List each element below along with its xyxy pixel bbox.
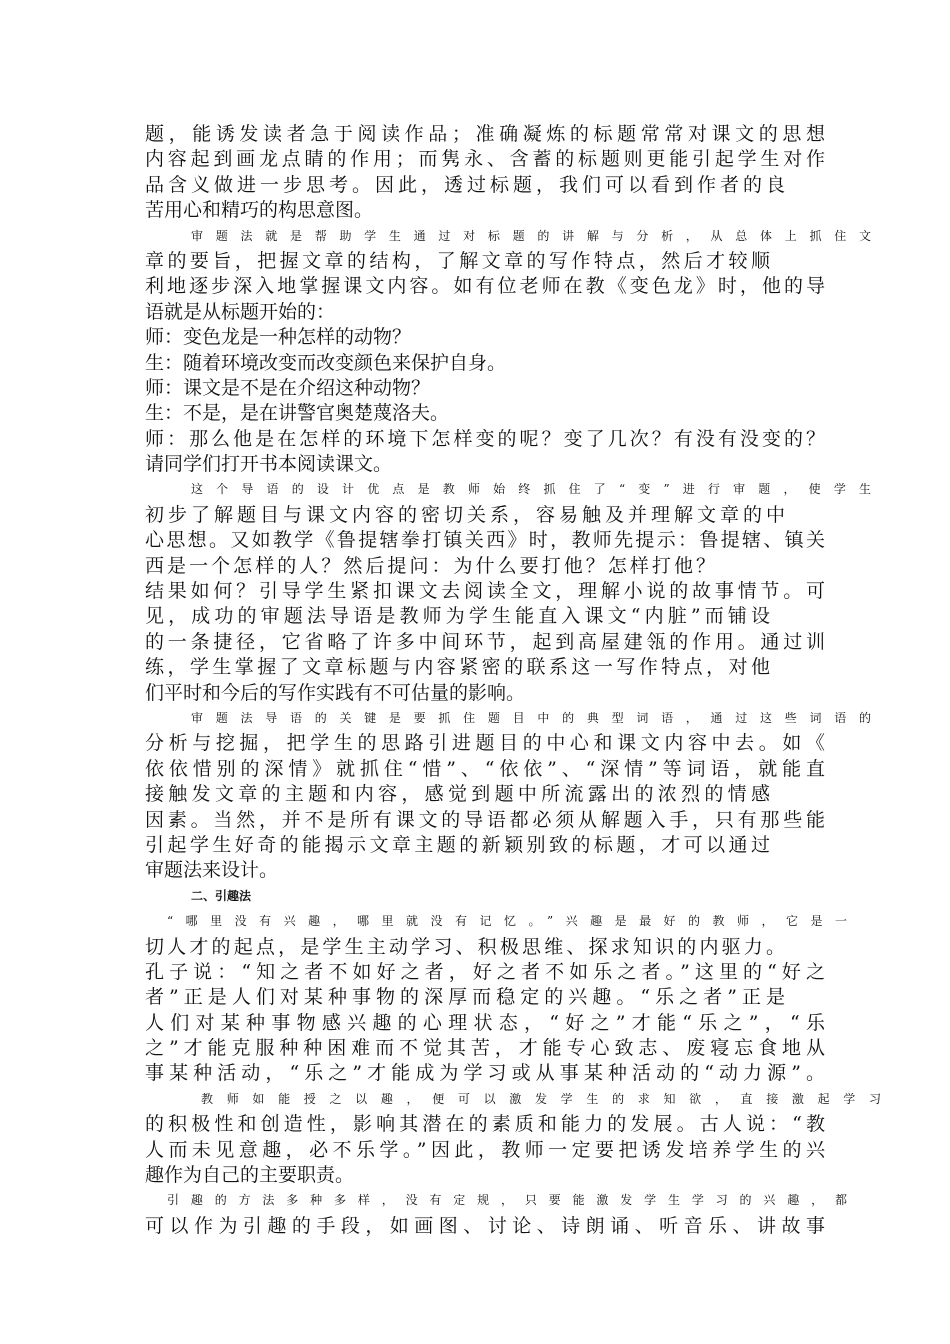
text-line: 们平时和今后的写作实践有不可估量的影响。 [145,681,526,704]
text-line: 事某种活动，“乐之”才能成为学习或从事某种活动的“动力源”。 [145,1062,825,1085]
text-line: 内容起到画龙点睛的作用；而隽永、含蓄的标题则更能引起学生对作 [145,148,825,171]
text-line: 切人才的起点，是学生主动学习、积极思维、探求知识的内驱力。 [145,935,785,958]
text-line: 题，能诱发读者急于阅读作品；准确凝炼的标题常常对课文的思想 [145,123,825,145]
text-line: 这个导语的设计优点是教师始终抓住了“变”进行审题，使学生 [191,482,871,497]
text-line: 教师如能授之以趣，便可以激发学生的求知欲，直接激起学习 [201,1091,881,1106]
text-line: 的一条捷径，它省略了许多中间环节，起到高屋建瓴的作用。通过训 [145,630,825,653]
text-line: 生：不是，是在讲警官奥楚蔑洛夫。 [145,402,450,425]
text-line: 审题法来设计。 [145,859,279,882]
text-line: 西是一个怎样的人？然后提问：为什么要打他？怎样打他？ [145,554,715,577]
text-line: 分析与挖掘，把学生的思路引进题目的中心和课文内容中去。如《 [145,732,825,755]
text-line: 因素。当然，并不是所有课文的导语都必须从解题入手，只有那些能 [145,808,825,831]
text-line: 审题法导语的关键是要抓住题目中的典型词语，通过这些词语的 [191,710,871,725]
text-line: 人们对某种事物感兴趣的心理状态，“好之”才能“乐之”，“乐 [145,1011,825,1034]
text-line: 引起学生好奇的能揭示文章主题的新颖别致的标题，才可以通过 [145,833,770,856]
text-line: 生：随着环境改变而改变颜色来保护自身。 [145,351,507,374]
text-line: 师：那么他是在怎样的环境下怎样变的呢？变了几次？有没有没变的？ [145,427,825,450]
text-line: 结果如何？引导学生紧扣课文去阅读全文，理解小说的故事情节。可 [145,580,825,603]
text-line: 依依惜别的深情》就抓住“惜”、“依依”、“深情”等词语，就能直 [145,757,825,780]
text-line: 之”才能克服种种困难而不觉其苦，才能专心致志、废寝忘食地从 [145,1037,825,1060]
text-line: 苦用心和精巧的构思意图。 [145,199,374,222]
section-heading: 二、引趣法 [191,888,252,903]
text-line: 章的要旨，把握文章的结构，了解文章的写作特点，然后才较顺 [145,249,770,272]
text-line: 接触发文章的主题和内容，感觉到题中所流露出的浓烈的情感 [145,783,770,806]
text-line: 利地逐步深入地掌握课文内容。如有位老师在教《变色龙》时，他的导 [145,275,825,298]
text-line: 见，成功的审题法导语是教师为学生能直入课文“内脏”而铺设 [145,605,770,628]
text-line: 请同学们打开书本阅读课文。 [145,453,393,476]
document-body [145,122,881,1239]
text-line: 可以作为引趣的手段，如画图、讨论、诗朗诵、听音乐、讲故事 [145,1214,825,1237]
text-line: 趣作为自己的主要职责。 [145,1164,355,1187]
text-line: “哪里没有兴趣，哪里就没有记忆。”兴趣是最好的教师，它是一 [167,914,847,929]
text-line: 孔子说：“知之者不如好之者，好之者不如乐之者。”这里的“好之 [145,960,825,983]
text-line: 引趣的方法多种多样，没有定规，只要能激发学生学习的兴趣，都 [167,1193,847,1208]
text-line: 心思想。又如教学《鲁提辖拳打镇关西》时，教师先提示：鲁提辖、镇关 [145,529,825,552]
text-line: 师：课文是不是在介绍这种动物？ [145,376,431,399]
text-line: 的积极性和创造性，影响其潜在的素质和能力的发展。古人说：“教 [145,1113,825,1136]
text-line: 师：变色龙是一种怎样的动物？ [145,326,412,349]
text-line: 人而未见意趣，必不乐学。”因此，教师一定要把诱发培养学生的兴 [145,1138,825,1161]
text-line: 语就是从标题开始的： [145,300,336,323]
text-line: 初步了解题目与课文内容的密切关系，容易触及并理解文章的中 [145,503,785,526]
text-line: 者”正是人们对某种事物的深厚而稳定的兴趣。“乐之者”正是 [145,986,785,1009]
text-line: 审题法就是帮助学生通过对标题的讲解与分析，从总体上抓住文 [191,228,871,243]
text-line: 练，学生掌握了文章标题与内容紧密的联系这一写作特点，对他 [145,656,770,679]
text-line: 品含义做进一步思考。因此，透过标题，我们可以看到作者的良 [145,173,785,196]
